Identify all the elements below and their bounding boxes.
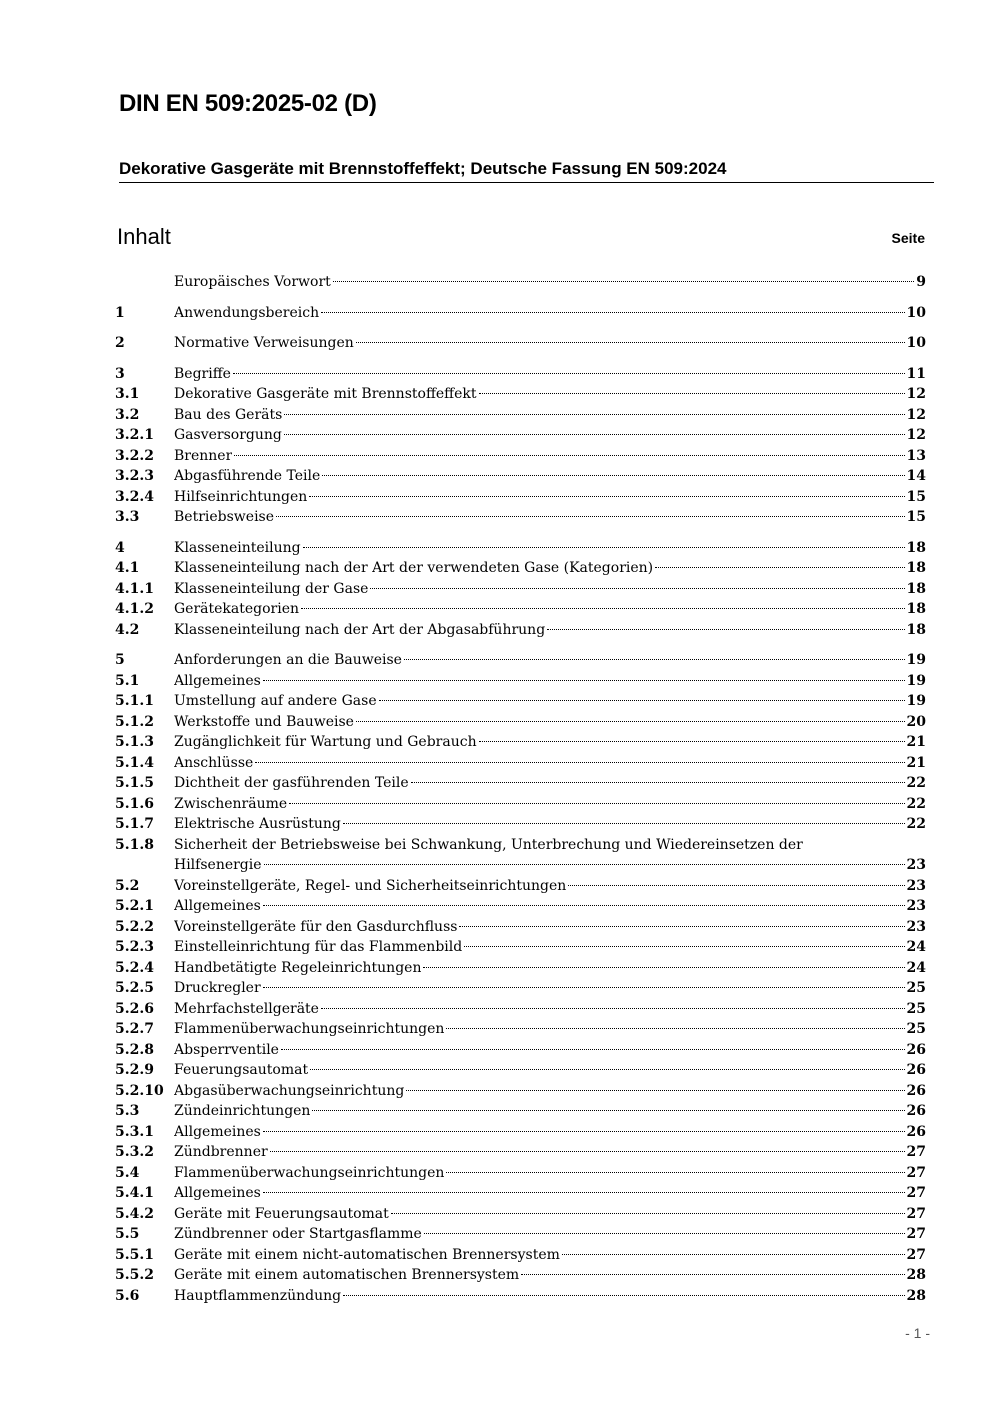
toc-entry-title: Absperrventile <box>174 1041 279 1058</box>
toc-entry-number: 5.2.9 <box>115 1062 154 1078</box>
toc-entry[interactable] <box>115 794 926 815</box>
toc-dot-leader <box>521 1274 904 1275</box>
toc-entry[interactable] <box>115 538 926 559</box>
toc-entry-page: 25 <box>906 1021 926 1037</box>
toc-entry-number: 5.1.7 <box>115 816 154 832</box>
toc-entry-page: 12 <box>906 427 926 443</box>
toc-entry-page: 28 <box>906 1287 926 1304</box>
toc-entry-title: Voreinstellgeräte für den Gasdurchfluss <box>174 918 458 935</box>
toc-dot-leader <box>446 1172 904 1173</box>
toc-entry-title: Allgemeines <box>174 898 261 914</box>
toc-entry-number: 5.1.1 <box>115 693 154 709</box>
toc-dot-leader <box>312 1110 904 1111</box>
toc-entry-number: 5.2 <box>115 877 140 894</box>
toc-dot-leader <box>284 434 905 435</box>
toc-entry[interactable] <box>115 1122 926 1143</box>
toc-entry[interactable] <box>115 558 926 579</box>
toc-entry[interactable] <box>115 835 926 876</box>
toc-entry-number: 3 <box>115 365 125 382</box>
toc-entry-number: 5.2.4 <box>115 959 154 976</box>
toc-entry[interactable] <box>115 650 926 671</box>
toc-entry-title: Anschlüsse <box>174 754 254 771</box>
toc-entry-page: 12 <box>906 386 926 402</box>
toc-entry[interactable] <box>115 896 926 917</box>
toc-entry-page: 18 <box>906 560 926 576</box>
toc-entry-page: 13 <box>906 447 926 464</box>
toc-entry-number: 3.2.4 <box>115 488 154 505</box>
toc-entry-number: 2 <box>115 335 125 351</box>
toc-dot-leader <box>562 1254 905 1255</box>
toc-entry-title: Anwendungsbereich <box>174 304 320 321</box>
toc-page-column-label: Seite <box>891 230 925 246</box>
toc-entry[interactable] <box>115 753 926 774</box>
toc-dot-leader <box>263 680 905 681</box>
toc-entry-title: Begriffe <box>174 365 231 382</box>
toc-entry-number: 5.3.2 <box>115 1144 154 1160</box>
toc-dot-leader <box>310 1069 904 1070</box>
toc-entry-page: 25 <box>906 980 926 996</box>
toc-entry[interactable] <box>115 1245 926 1266</box>
toc-entry-page: 15 <box>906 488 926 505</box>
toc-entry-page: 19 <box>906 693 926 709</box>
toc-dot-leader <box>309 496 904 497</box>
toc-entry-title: Werkstoffe und Bauweise <box>174 713 354 730</box>
toc-entry-page: 27 <box>906 1185 926 1201</box>
toc-entry-page: 26 <box>906 1103 926 1119</box>
toc-entry-page: 18 <box>906 539 926 556</box>
toc-dot-leader <box>404 659 905 660</box>
toc-entry[interactable] <box>115 1040 926 1061</box>
toc-entry-title: Anforderungen an die Bauweise <box>174 652 402 668</box>
toc-entry[interactable] <box>115 937 926 958</box>
toc-entry[interactable] <box>115 1286 926 1307</box>
toc-entry[interactable] <box>115 405 926 426</box>
toc-entry-title: Gasversorgung <box>174 427 282 443</box>
toc-entry-number: 5.3 <box>115 1103 140 1119</box>
toc-dot-leader <box>321 312 904 313</box>
toc-entry-title: Voreinstellgeräte, Regel- und Sicherheitseinrichtungen <box>174 877 567 894</box>
toc-entry-number: 5.4.2 <box>115 1205 154 1222</box>
toc-entry-title-continued: Hilfsenergie <box>174 857 262 873</box>
toc-dot-leader <box>234 455 904 456</box>
toc-entry-number: 4.1.2 <box>115 601 154 617</box>
toc-entry-title: Europäisches Vorwort <box>174 274 331 290</box>
toc-entry-page: 21 <box>906 754 926 771</box>
toc-entry-title: Abgasüberwachungseinrichtung <box>174 1082 405 1099</box>
toc-entry-number: 5 <box>115 652 125 668</box>
toc-entry-title: Feuerungsautomat <box>174 1062 309 1078</box>
toc-entry-page: 10 <box>906 304 926 321</box>
toc-entry-page: 23 <box>906 857 926 873</box>
toc-entry-title: Druckregler <box>174 980 261 996</box>
toc-dot-leader <box>446 1028 904 1029</box>
toc-entry-page: 20 <box>906 713 926 730</box>
toc-entry-number: 5.1.4 <box>115 754 154 771</box>
toc-entry-page: 19 <box>906 672 926 689</box>
toc-entry[interactable] <box>115 364 926 385</box>
toc-entry-page: 9 <box>916 274 926 290</box>
toc-dot-leader <box>263 1131 905 1132</box>
toc-dot-leader <box>270 1151 905 1152</box>
toc-dot-leader <box>356 721 905 722</box>
toc-entry-page: 24 <box>906 959 926 976</box>
toc-entry-title: Elektrische Ausrüstung <box>174 816 341 832</box>
toc-entry-page: 19 <box>906 652 926 668</box>
toc-entry-page: 18 <box>906 621 926 638</box>
toc-dot-leader <box>263 987 905 988</box>
toc-entry-title: Allgemeines <box>174 672 261 689</box>
toc-entry[interactable] <box>115 333 926 354</box>
toc-entry[interactable] <box>115 272 926 293</box>
toc-dot-leader <box>284 414 904 415</box>
toc-entry[interactable] <box>115 487 926 508</box>
toc-dot-leader <box>424 1233 905 1234</box>
toc-entry[interactable] <box>115 620 926 641</box>
table-of-contents <box>115 270 926 1306</box>
toc-entry-page: 27 <box>906 1226 926 1242</box>
toc-entry[interactable] <box>115 1142 926 1163</box>
toc-entry-title: Zwischenräume <box>174 795 288 812</box>
toc-entry-number: 3.3 <box>115 509 140 525</box>
toc-entry-title: Betriebsweise <box>174 509 275 525</box>
toc-dot-leader <box>655 567 904 568</box>
toc-entry[interactable] <box>115 579 926 600</box>
page-number: - 1 - <box>905 1325 930 1341</box>
toc-entry-page: 22 <box>906 775 926 791</box>
toc-entry[interactable] <box>115 303 926 324</box>
toc-dot-leader <box>303 547 905 548</box>
toc-entry-title: Dekorative Gasgeräte mit Brennstoffeffekt <box>174 386 477 402</box>
toc-dot-leader <box>406 1090 904 1091</box>
toc-entry-page: 21 <box>906 734 926 750</box>
toc-entry-page: 26 <box>906 1082 926 1099</box>
toc-entry-number: 5.5.2 <box>115 1267 154 1283</box>
toc-dot-leader <box>547 629 904 630</box>
toc-dot-leader <box>356 342 905 343</box>
toc-entry-number: 5.2.10 <box>115 1082 164 1099</box>
toc-dot-leader <box>391 1213 905 1214</box>
toc-entry-title: Umstellung auf andere Gase <box>174 693 377 709</box>
toc-entry-number: 3.2 <box>115 406 140 423</box>
toc-dot-leader <box>423 967 904 968</box>
toc-dot-leader <box>343 823 905 824</box>
toc-entry-page: 11 <box>906 365 926 382</box>
toc-dot-leader <box>321 1008 905 1009</box>
toc-entry-page: 18 <box>906 580 926 597</box>
toc-dot-leader <box>479 741 905 742</box>
toc-entry-title: Abgasführende Teile <box>174 468 321 484</box>
toc-entry-title: Handbetätigte Regeleinrichtungen <box>174 959 422 976</box>
toc-entry-page: 25 <box>906 1000 926 1017</box>
toc-entry-title: Bau des Geräts <box>174 406 283 423</box>
toc-entry[interactable] <box>115 958 926 979</box>
toc-entry-title: Hilfseinrichtungen <box>174 488 308 505</box>
toc-entry-title: Mehrfachstellgeräte <box>174 1000 319 1017</box>
toc-entry-title: Flammenüberwachungseinrichtungen <box>174 1164 445 1181</box>
toc-entry-number: 5.1.2 <box>115 713 154 730</box>
toc-entry[interactable] <box>115 1081 926 1102</box>
toc-entry[interactable] <box>115 814 926 835</box>
toc-entry-number: 1 <box>115 304 125 321</box>
toc-entry[interactable] <box>115 599 926 620</box>
toc-entry-title: Allgemeines <box>174 1123 261 1140</box>
toc-entry-title: Zündbrenner oder Startgasflamme <box>174 1226 422 1242</box>
toc-entry-title: Dichtheit der gasführenden Teile <box>174 775 409 791</box>
toc-entry-number: 5.2.8 <box>115 1041 154 1058</box>
toc-entry[interactable] <box>115 1019 926 1040</box>
toc-entry-title: Klasseneinteilung nach der Art der Abgasabführung <box>174 621 546 638</box>
toc-entry-number: 5.2.2 <box>115 918 154 935</box>
toc-entry-title: Gerätekategorien <box>174 601 300 617</box>
toc-dot-leader <box>411 782 905 783</box>
toc-entry-number: 5.6 <box>115 1287 140 1304</box>
toc-dot-leader <box>289 803 904 804</box>
toc-entry-number: 5.3.1 <box>115 1123 154 1140</box>
toc-entry-title: Allgemeines <box>174 1185 261 1201</box>
toc-entry-number: 3.2.2 <box>115 447 154 464</box>
toc-dot-leader <box>343 1295 904 1296</box>
toc-entry-title: Zündbrenner <box>174 1144 268 1160</box>
toc-entry[interactable] <box>115 425 926 446</box>
toc-entry-number: 5.2.5 <box>115 980 154 996</box>
toc-entry-number: 4.1.1 <box>115 580 154 597</box>
toc-entry[interactable] <box>115 876 926 897</box>
toc-entry-number: 3.2.3 <box>115 468 154 484</box>
toc-dot-leader <box>281 1049 905 1050</box>
toc-entry-number: 5.5.1 <box>115 1246 154 1263</box>
toc-entry[interactable] <box>115 1101 926 1122</box>
toc-heading: Inhalt <box>117 224 171 249</box>
toc-entry-page: 14 <box>906 468 926 484</box>
toc-entry[interactable] <box>115 1204 926 1225</box>
toc-entry-title: Klasseneinteilung nach der Art der verwendeten Gase (Kategorien) <box>174 560 654 576</box>
toc-entry-page: 18 <box>906 601 926 617</box>
toc-entry-number: 5.2.6 <box>115 1000 154 1017</box>
toc-entry-page: 27 <box>906 1164 926 1181</box>
toc-dot-leader <box>459 926 904 927</box>
toc-entry-page: 10 <box>906 335 926 351</box>
toc-entry-title: Flammenüberwachungseinrichtungen <box>174 1021 445 1037</box>
toc-entry-page: 28 <box>906 1267 926 1283</box>
toc-dot-leader <box>464 946 904 947</box>
toc-dot-leader <box>263 1192 905 1193</box>
toc-entry-page: 23 <box>906 898 926 914</box>
toc-dot-leader <box>233 373 905 374</box>
toc-dot-leader <box>568 885 904 886</box>
toc-entry[interactable] <box>115 999 926 1020</box>
toc-entry-number: 4.1 <box>115 560 140 576</box>
toc-entry[interactable] <box>115 384 926 405</box>
toc-entry-page: 23 <box>906 877 926 894</box>
toc-dot-leader <box>264 864 905 865</box>
toc-dot-leader <box>255 762 904 763</box>
toc-entry-title: Sicherheit der Betriebsweise bei Schwankung, Unterbrechung und Wiedereinsetzen der <box>174 836 803 853</box>
toc-entry[interactable] <box>115 466 926 487</box>
toc-entry-page: 27 <box>906 1246 926 1263</box>
toc-dot-leader <box>301 608 904 609</box>
toc-dot-leader <box>479 393 905 394</box>
toc-entry-title: Klasseneinteilung der Gase <box>174 580 369 597</box>
toc-entry-page: 27 <box>906 1205 926 1222</box>
toc-dot-leader <box>263 905 905 906</box>
toc-entry[interactable] <box>115 1163 926 1184</box>
toc-entry-number: 5.2.1 <box>115 898 154 914</box>
toc-entry-title: Einstelleinrichtung für das Flammenbild <box>174 939 463 955</box>
toc-entry-page: 24 <box>906 939 926 955</box>
toc-entry-title: Brenner <box>174 447 233 464</box>
toc-entry-number: 5.1.8 <box>115 836 154 853</box>
toc-entry-number: 5.4 <box>115 1164 140 1181</box>
toc-entry[interactable] <box>115 1265 926 1286</box>
toc-entry-number: 3.1 <box>115 386 140 402</box>
document-subtitle: Dekorative Gasgeräte mit Brennstoffeffekt; Deutsche Fassung EN 509:2024 <box>119 159 934 183</box>
toc-entry-title: Geräte mit Feuerungsautomat <box>174 1205 389 1222</box>
toc-entry[interactable] <box>115 446 926 467</box>
toc-entry[interactable] <box>115 712 926 733</box>
toc-entry-page: 23 <box>906 918 926 935</box>
toc-entry-title: Geräte mit einem automatischen Brennersystem <box>174 1267 520 1283</box>
toc-entry-title: Zugänglichkeit für Wartung und Gebrauch <box>174 734 477 750</box>
toc-entry[interactable] <box>115 691 926 712</box>
toc-entry[interactable] <box>115 507 926 528</box>
toc-entry[interactable] <box>115 671 926 692</box>
toc-dot-leader <box>333 281 914 282</box>
toc-dot-leader <box>322 475 904 476</box>
toc-entry[interactable] <box>115 978 926 999</box>
toc-entry-page: 26 <box>906 1123 926 1140</box>
toc-dot-leader <box>276 516 904 517</box>
toc-entry-number: 5.2.3 <box>115 939 154 955</box>
toc-entry-page: 26 <box>906 1062 926 1078</box>
toc-entry-page: 22 <box>906 795 926 812</box>
toc-entry[interactable] <box>115 1060 926 1081</box>
toc-entry-number: 5.5 <box>115 1226 140 1242</box>
toc-entry-number: 4.2 <box>115 621 140 638</box>
toc-entry-page: 12 <box>906 406 926 423</box>
toc-entry[interactable] <box>115 732 926 753</box>
toc-entry-page: 27 <box>906 1144 926 1160</box>
toc-entry-title: Klasseneinteilung <box>174 539 301 556</box>
toc-entry-title: Hauptflammenzündung <box>174 1287 342 1304</box>
toc-dot-leader <box>370 588 904 589</box>
toc-entry-page: 15 <box>906 509 926 525</box>
toc-entry[interactable] <box>115 917 926 938</box>
toc-entry-title: Zündeinrichtungen <box>174 1103 311 1119</box>
toc-entry-number: 3.2.1 <box>115 427 154 443</box>
toc-entry-number: 5.2.7 <box>115 1021 154 1037</box>
toc-entry-page: 22 <box>906 816 926 832</box>
toc-entry[interactable] <box>115 1183 926 1204</box>
document-id: DIN EN 509:2025-02 (D) <box>119 90 377 117</box>
toc-entry-number: 5.1.3 <box>115 734 154 750</box>
toc-entry-title: Geräte mit einem nicht-automatischen Brennersystem <box>174 1246 560 1263</box>
toc-dot-leader <box>379 700 905 701</box>
toc-entry-number: 5.1.6 <box>115 795 154 812</box>
toc-entry-number: 5.1.5 <box>115 775 154 791</box>
toc-entry[interactable] <box>115 773 926 794</box>
toc-entry-page: 26 <box>906 1041 926 1058</box>
toc-entry-title: Normative Verweisungen <box>174 335 354 351</box>
toc-entry-number: 5.4.1 <box>115 1185 154 1201</box>
toc-entry-number: 5.1 <box>115 672 140 689</box>
toc-entry-number: 4 <box>115 539 125 556</box>
toc-entry[interactable] <box>115 1224 926 1245</box>
